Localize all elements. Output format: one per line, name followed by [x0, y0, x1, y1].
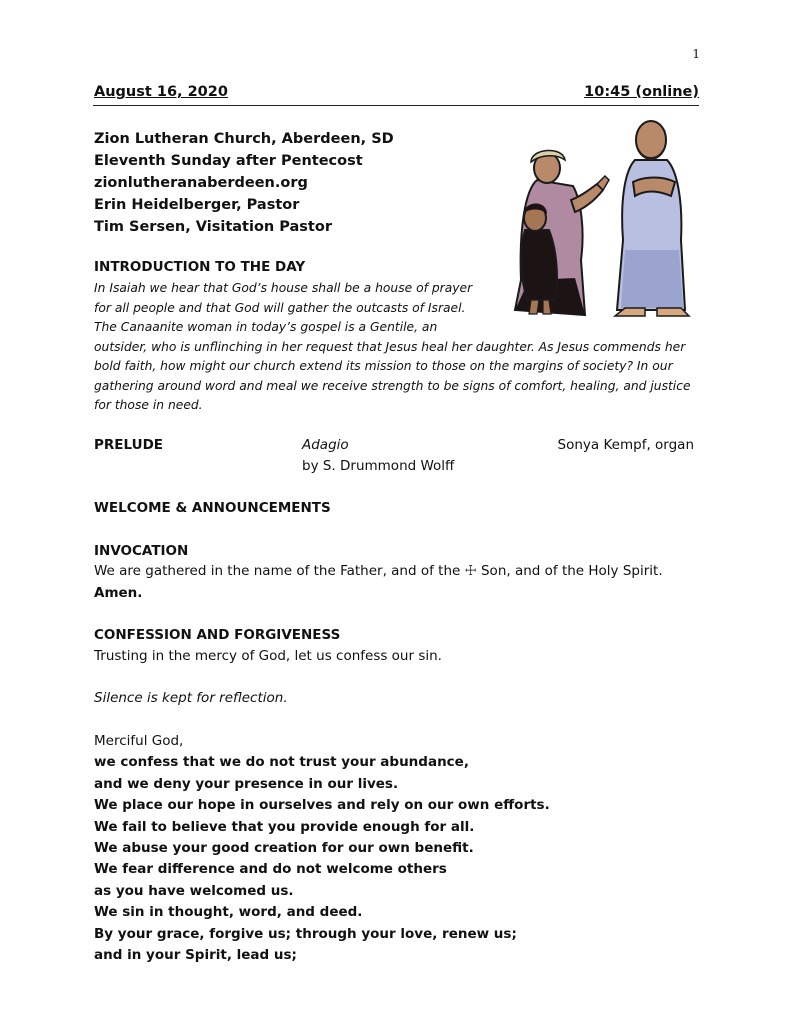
prayer-line: and in your Spirit, lead us;	[94, 946, 297, 963]
confession-heading: CONFESSION AND FORGIVENESS	[94, 627, 341, 643]
confession-prayer	[94, 731, 550, 966]
introduction-line: outsider, who is unflinching in her request that Jesus heal her daughter. As Jesus commends her	[94, 339, 686, 354]
prayer-address: Merciful God,	[94, 733, 184, 749]
prayer-line: we confess that we do not trust your abundance,	[94, 754, 469, 771]
service-time: 10:45 (online)	[584, 84, 699, 100]
service-date: August 16, 2020	[94, 84, 228, 100]
confession-text: Trusting in the mercy of God, let us confess our sin.	[94, 648, 442, 664]
pastor-name: Erin Heidelberger, Pastor	[94, 197, 300, 213]
church-info	[94, 128, 394, 238]
prayer-line: as you have welcomed us.	[94, 882, 294, 899]
prelude-composer: by S. Drummond Wolff	[302, 458, 455, 474]
introduction-line: gathering around word and meal we receive strength to be signs of comfort, healing, and justice	[94, 378, 691, 393]
prayer-line: We fail to believe that you provide enough for all.	[94, 818, 475, 835]
liturgical-day: Eleventh Sunday after Pentecost	[94, 153, 363, 169]
introduction-line: for all people and that God will gather the outcasts of Israel.	[94, 300, 466, 315]
invocation-response: Amen.	[94, 585, 143, 601]
prelude-heading: PRELUDE	[94, 437, 164, 453]
prelude-performer: Sonya Kempf, organ	[557, 437, 694, 453]
prayer-line: We abuse your good creation for our own benefit.	[94, 839, 474, 856]
invocation-heading: INVOCATION	[94, 543, 189, 559]
introduction-heading: INTRODUCTION TO THE DAY	[94, 259, 306, 275]
church-website: zionlutheranaberdeen.org	[94, 175, 308, 191]
prayer-line: and we deny your presence in our lives.	[94, 775, 399, 792]
church-name: Zion Lutheran Church, Aberdeen, SD	[94, 131, 394, 147]
prayer-line: By your grace, forgive us; through your love, renew us;	[94, 925, 517, 942]
prelude-title: Adagio	[302, 437, 349, 453]
prayer-line: We sin in thought, word, and deed.	[94, 904, 363, 921]
confession-rubric: Silence is kept for reflection.	[94, 690, 288, 706]
welcome-heading: WELCOME & ANNOUNCEMENTS	[94, 500, 331, 516]
header-rule	[93, 105, 699, 106]
page-number: 1	[692, 47, 700, 61]
introduction-line: for those in need.	[94, 398, 203, 412]
invocation-text: We are gathered in the name of the Father, and of the ☩ Son, and of the Holy Spirit.	[94, 563, 663, 579]
introduction-line: In Isaiah we hear that God’s house shall be a house of prayer	[94, 281, 473, 295]
prayer-line: We place our hope in ourselves and rely on our own efforts.	[94, 797, 550, 814]
prayer-line: We fear difference and do not welcome others	[94, 861, 447, 878]
introduction-line: The Canaanite woman in today’s gospel is a Gentile, an	[94, 320, 438, 334]
introduction-text	[94, 279, 696, 416]
visitation-pastor-name: Tim Sersen, Visitation Pastor	[94, 219, 332, 235]
introduction-line: bold faith, how might our church extend its mission to those on the margins of society? In our	[94, 359, 673, 373]
